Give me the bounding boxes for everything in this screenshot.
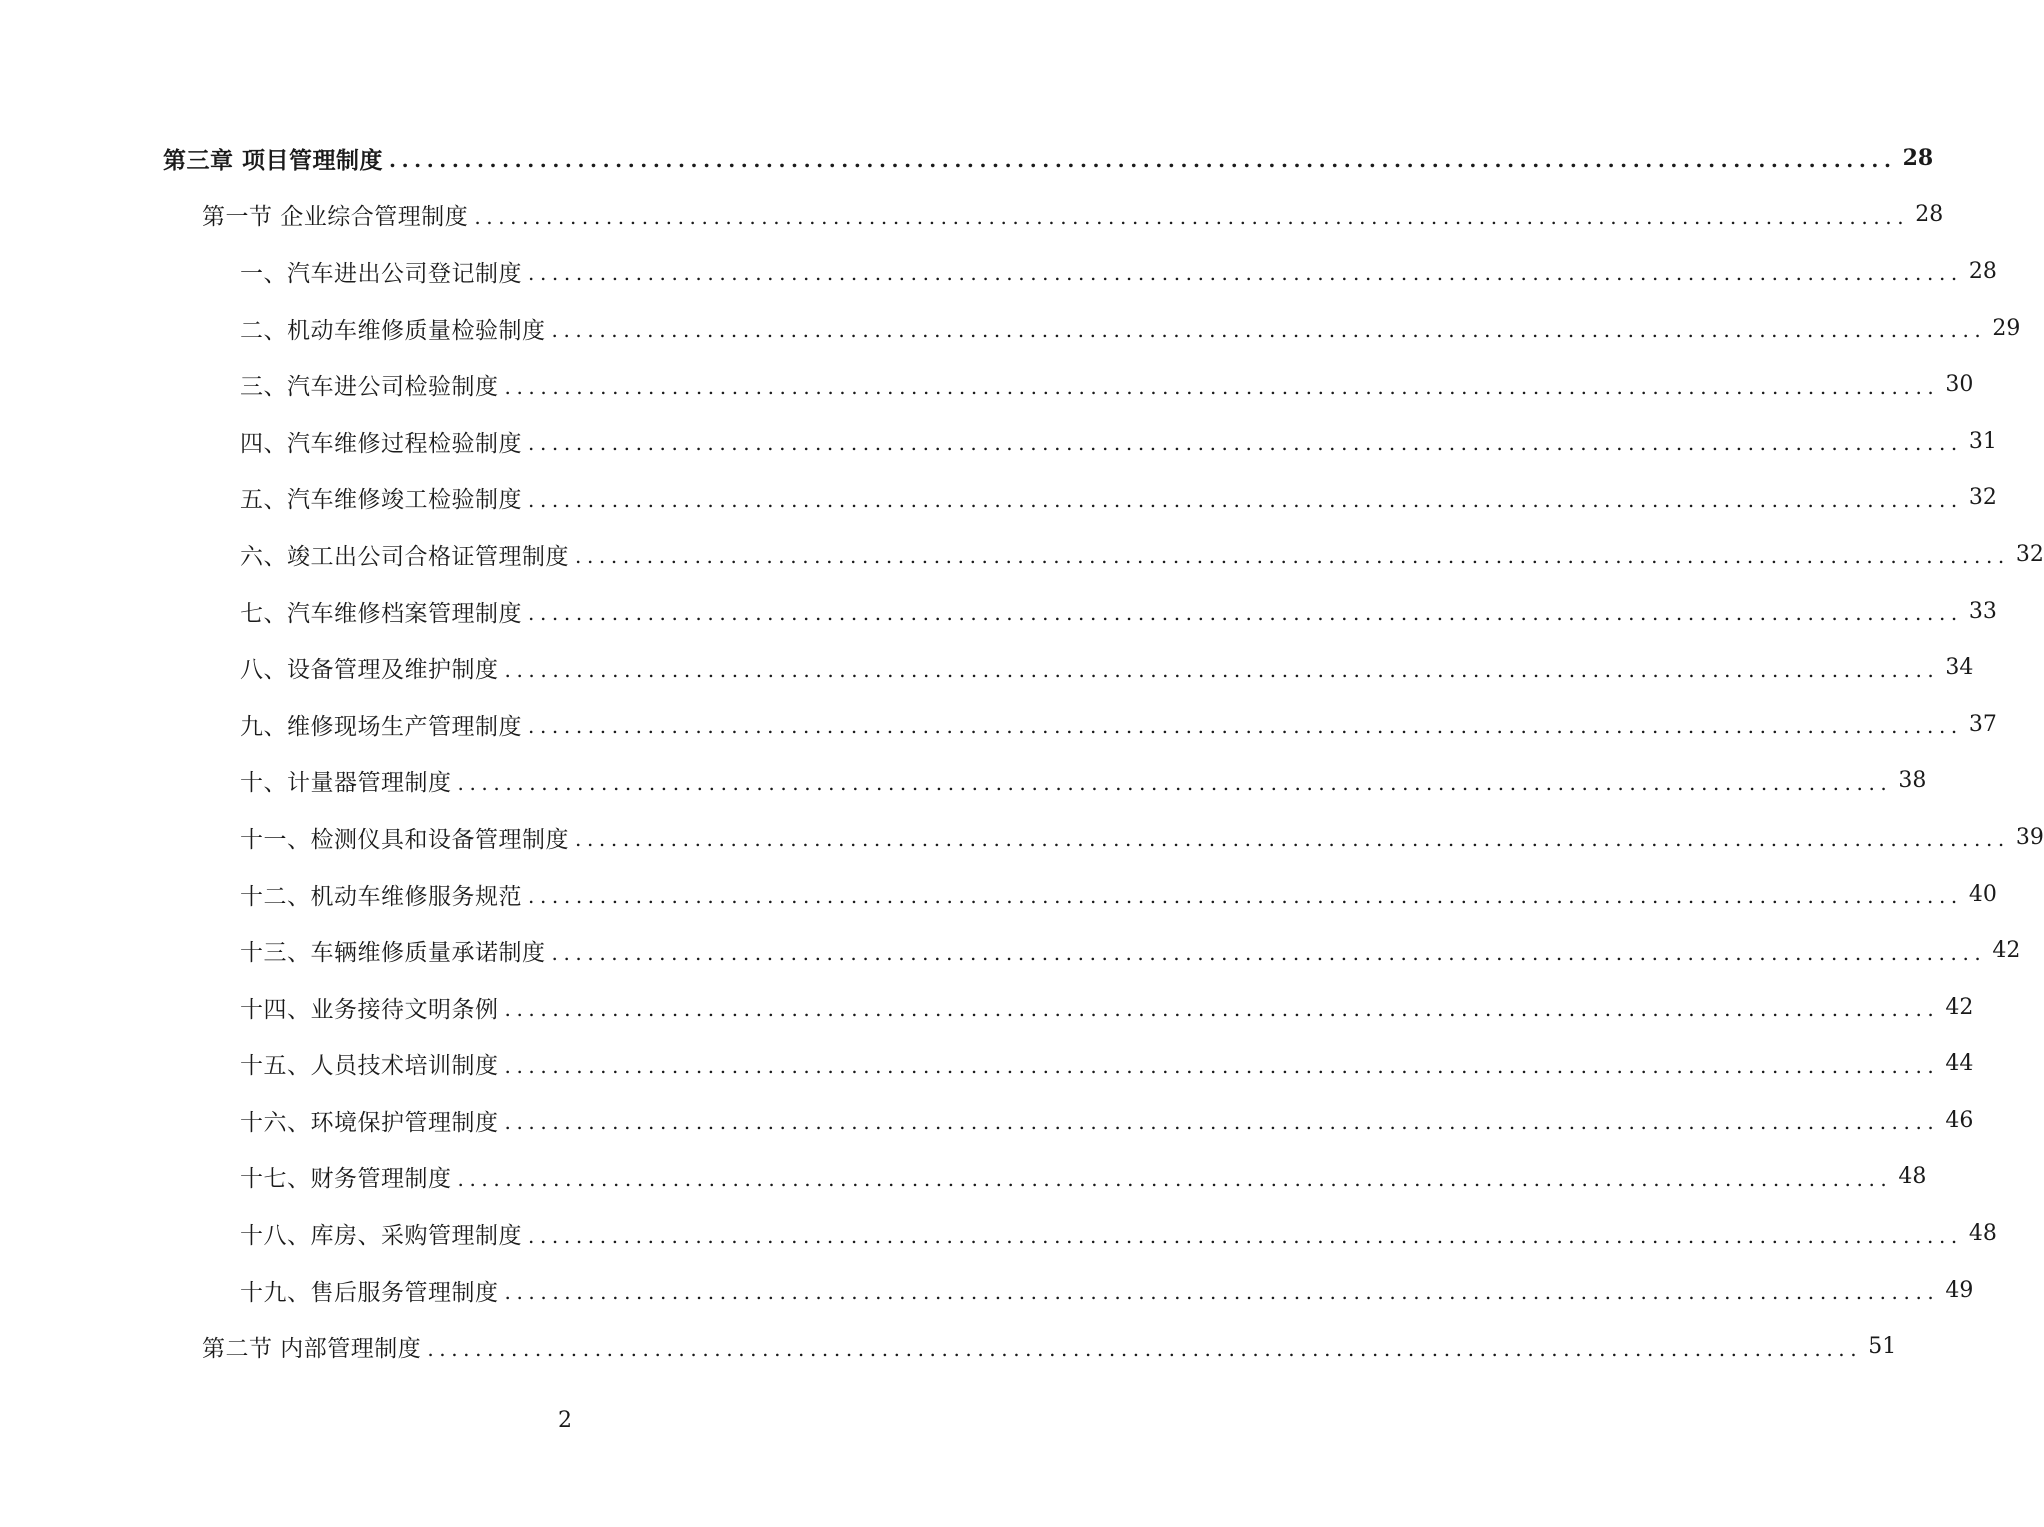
toc-item-entry[interactable]: [0, 470, 1997, 527]
table-of-contents: [0, 130, 2044, 1375]
toc-item-entry[interactable]: [0, 526, 2044, 583]
toc-entry-page-number: 48: [1968, 1221, 1997, 1247]
toc-entry-page-number: 38: [1898, 768, 1927, 794]
toc-dot-leader: ........................................................................................................................: [457, 1166, 1893, 1191]
toc-entry-title: 十四、业务接待文明条例: [240, 996, 499, 1023]
toc-item-entry[interactable]: [0, 413, 1997, 470]
toc-item-entry[interactable]: [0, 1092, 1974, 1149]
toc-entry-page-number: 42: [1945, 994, 1974, 1020]
toc-entry-title: 六、竣工出公司合格证管理制度: [240, 543, 569, 570]
toc-entry-title: 九、维修现场生产管理制度: [240, 713, 522, 740]
toc-entry-title: 第三章 项目管理制度: [163, 146, 384, 174]
toc-item-entry[interactable]: [0, 1262, 1974, 1319]
toc-item-entry[interactable]: [0, 243, 1997, 300]
toc-item-entry[interactable]: [0, 1036, 1974, 1093]
toc-dot-leader: ........................................................................................................................: [457, 770, 1893, 795]
toc-item-entry[interactable]: [0, 922, 2021, 979]
toc-dot-leader: ........................................................................................................................: [474, 204, 1910, 229]
toc-item-entry[interactable]: [0, 583, 1997, 640]
toc-entry-title: 四、汽车维修过程检验制度: [240, 430, 522, 457]
toc-entry-page-number: 40: [1968, 881, 1997, 907]
toc-entry-page-number: 33: [1968, 598, 1997, 624]
toc-entry-page-number: 49: [1945, 1277, 1974, 1303]
toc-item-entry[interactable]: [0, 753, 1927, 810]
toc-dot-leader: ........................................................................................................................: [575, 544, 2010, 569]
toc-entry-title: 十二、机动车维修服务规范: [240, 883, 522, 910]
toc-entry-page-number: 31: [1968, 428, 1997, 454]
toc-entry-title: 十、计量器管理制度: [240, 770, 452, 797]
toc-entry-title: 十三、车辆维修质量承诺制度: [240, 940, 546, 967]
toc-entry-title: 第二节 内部管理制度: [202, 1336, 422, 1363]
toc-item-entry[interactable]: [0, 979, 1974, 1036]
toc-dot-leader: ........................................................................................................................: [528, 487, 1963, 512]
toc-dot-leader: ........................................................................................................................: [504, 374, 1940, 399]
toc-dot-leader: ........................................................................................................................: [528, 601, 1963, 626]
toc-dot-leader: ........................................................................................................................: [528, 431, 1963, 456]
toc-dot-leader: ........................................................................................................................: [504, 657, 1940, 682]
toc-dot-leader: ........................................................................................................................: [528, 261, 1963, 286]
toc-dot-leader: ........................................................................................................................: [504, 1053, 1940, 1078]
toc-entry-page-number: 48: [1898, 1164, 1927, 1190]
toc-dot-leader: ........................................................................................................................: [389, 148, 1897, 173]
page-number: 2: [558, 1408, 572, 1433]
toc-dot-leader: ........................................................................................................................: [551, 940, 1987, 965]
toc-entry-title: 十五、人员技术培训制度: [240, 1053, 499, 1080]
toc-item-entry[interactable]: [0, 300, 2021, 357]
toc-entry-page-number: 28: [1968, 258, 1997, 284]
toc-entry-page-number: 44: [1945, 1051, 1974, 1077]
toc-entry-title: 三、汽车进公司检验制度: [240, 374, 499, 401]
toc-entry-title: 二、机动车维修质量检验制度: [240, 317, 546, 344]
toc-dot-leader: ........................................................................................................................: [504, 1110, 1940, 1135]
toc-item-entry[interactable]: [0, 639, 1974, 696]
toc-section-entry[interactable]: [0, 187, 1944, 244]
toc-entry-page-number: 39: [2015, 824, 2044, 850]
toc-entry-page-number: 28: [1915, 202, 1944, 228]
toc-entry-page-number: 32: [2015, 541, 2044, 567]
toc-dot-leader: ........................................................................................................................: [528, 1223, 1963, 1248]
toc-entry-page-number: 37: [1968, 711, 1997, 737]
toc-item-entry[interactable]: [0, 1149, 1927, 1206]
toc-entry-title: 八、设备管理及维护制度: [240, 657, 499, 684]
toc-dot-leader: ........................................................................................................................: [551, 318, 1987, 343]
toc-entry-page-number: 51: [1868, 1334, 1897, 1360]
toc-entry-title: 七、汽车维修档案管理制度: [240, 600, 522, 627]
toc-entry-page-number: 32: [1968, 485, 1997, 511]
toc-entry-title: 十七、财务管理制度: [240, 1166, 452, 1193]
toc-item-entry[interactable]: [0, 696, 1997, 753]
toc-dot-leader: ........................................................................................................................: [427, 1336, 1863, 1361]
toc-entry-page-number: 34: [1945, 655, 1974, 681]
toc-dot-leader: ........................................................................................................................: [528, 714, 1963, 739]
toc-entry-page-number: 29: [1992, 315, 2021, 341]
toc-item-entry[interactable]: [0, 809, 2044, 866]
toc-entry-title: 五、汽车维修竣工检验制度: [240, 487, 522, 514]
toc-item-entry[interactable]: [0, 1205, 1997, 1262]
toc-item-entry[interactable]: [0, 866, 1997, 923]
toc-chapter-entry[interactable]: [0, 130, 1934, 187]
toc-dot-leader: ........................................................................................................................: [504, 997, 1940, 1022]
toc-entry-title: 第一节 企业综合管理制度: [202, 204, 469, 231]
toc-item-entry[interactable]: [0, 356, 1974, 413]
toc-entry-title: 十八、库房、采购管理制度: [240, 1223, 522, 1250]
toc-entry-title: 一、汽车进出公司登记制度: [240, 260, 522, 287]
toc-section-entry[interactable]: [0, 1318, 1897, 1375]
toc-entry-title: 十九、售后服务管理制度: [240, 1279, 499, 1306]
toc-entry-title: 十六、环境保护管理制度: [240, 1109, 499, 1136]
toc-entry-title: 十一、检测仪具和设备管理制度: [240, 826, 569, 853]
toc-entry-page-number: 28: [1902, 145, 1934, 172]
toc-entry-page-number: 46: [1945, 1107, 1974, 1133]
toc-dot-leader: ........................................................................................................................: [575, 827, 2010, 852]
toc-entry-page-number: 42: [1992, 938, 2021, 964]
toc-entry-page-number: 30: [1945, 372, 1974, 398]
toc-dot-leader: ........................................................................................................................: [504, 1280, 1940, 1305]
toc-dot-leader: ........................................................................................................................: [528, 884, 1963, 909]
